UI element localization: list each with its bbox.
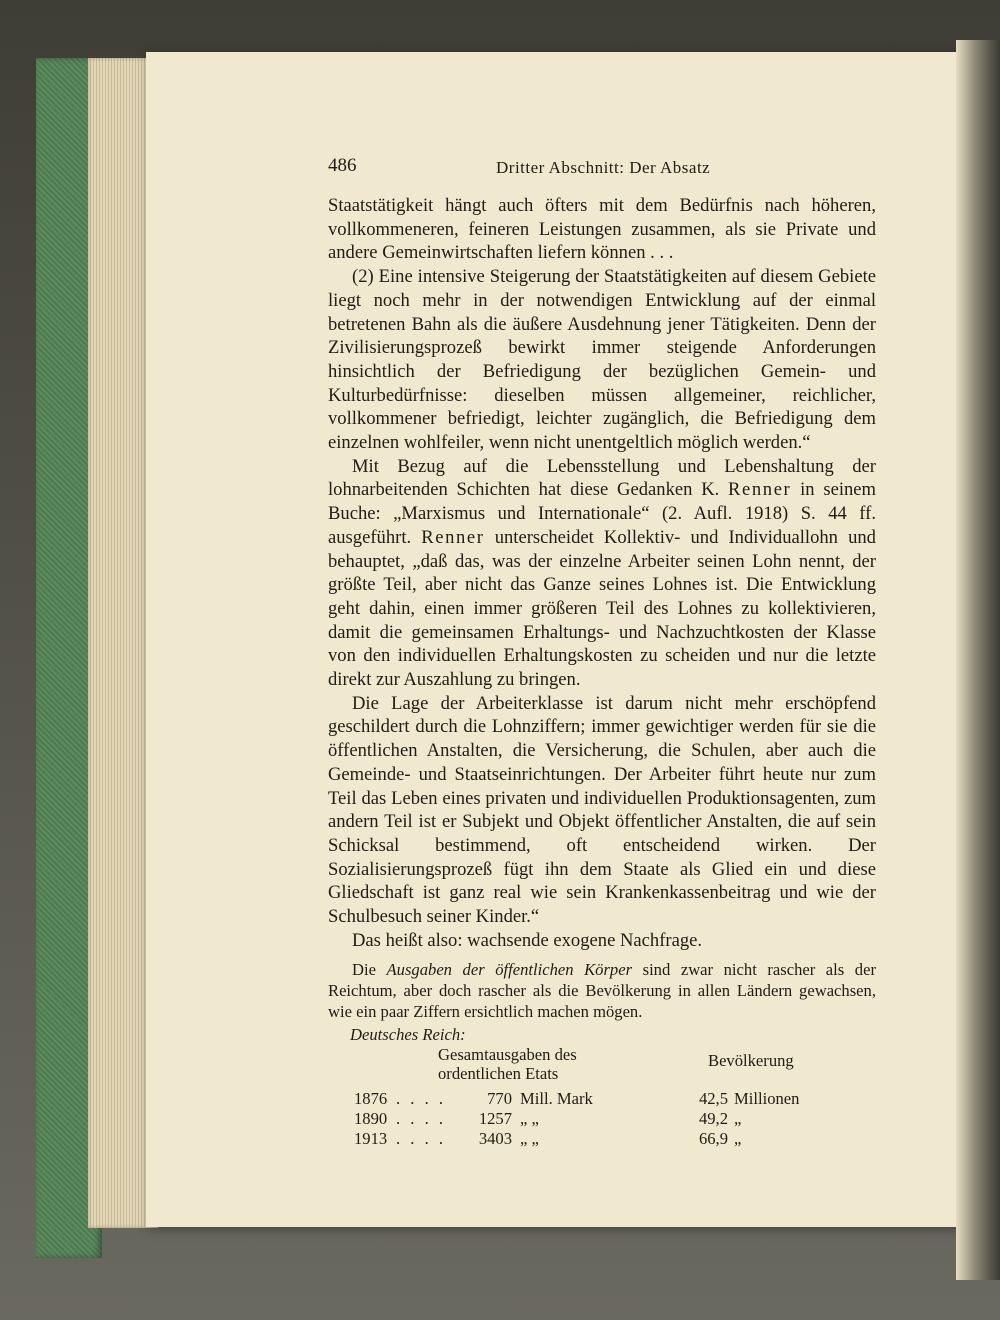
table-cell-population: 42,5: [698, 1088, 728, 1108]
expenditure-table: [328, 1045, 876, 1149]
table-cell-year: 1913: [354, 1128, 388, 1148]
paragraph-1: Staatstätigkeit hängt auch öfters mit dem Bedürfnis nach höheren, vollkommeneren, feineren Leistungen zusammen, als sie Private und andere Gemeinwirtschaften liefern können . . .: [328, 195, 876, 264]
table-cell-dots: . . . .: [396, 1128, 447, 1148]
paragraph-3-part-b: in seinem Buche: „Marxismus und Internationale“ (2. Aufl. 1918) S. 44 ff. ausgeführt.: [328, 479, 876, 548]
table-row: [354, 1109, 874, 1129]
table-cell-unit: Mill. Mark: [520, 1088, 593, 1108]
paragraph-4: Die Lage der Arbeiterklasse ist darum nicht mehr erschöpfend geschildert durch die Lohnziffern; immer gewichtiger werden für sie die öffentlichen Anstalten, die Versicherung, die Schulen, aber auch die Gemeinde- und Staatseinrichtungen. Der Arbeiter führt heute nur zum Teil das Leben eines privaten und individuellen Produktionsagenten, zum andern Teil ist er Subjekt und Objekt öffentlicher Anstalten, die auf sein Schicksal bestimmend, oft entscheidend wirken. Der Sozialisierungsprozeß fügt ihn dem Staate als Glied ein und diese Gliedschaft ist ganz real wie sein Krankenkassenbeitrag und wie der Schulbesuch seiner Kinder.“: [328, 692, 876, 928]
table-cell-population-unit: „: [734, 1128, 742, 1148]
paragraph-5: Das heißt also: wachsende exogene Nachfrage.: [352, 929, 703, 951]
table-cell-population-unit: Millionen: [734, 1088, 800, 1108]
table-cell-unit: „ „: [520, 1108, 539, 1128]
paragraph-6-part-a: Die: [352, 959, 376, 979]
table-cell-amount: 1257: [478, 1108, 512, 1128]
page-number: 486: [328, 155, 357, 176]
paragraph-3: [328, 455, 876, 692]
emphasis-ausgaben: Ausgaben der öffentlichen Körper: [386, 959, 633, 979]
table-cell-year: 1890: [354, 1108, 388, 1128]
table-header-population: Bevölkerung: [708, 1050, 794, 1070]
table-cell-unit: „ „: [520, 1128, 539, 1148]
paragraph-6: [328, 959, 876, 1022]
table-header-expenditure: Gesamtausgaben des ordentlichen Etats: [438, 1044, 577, 1083]
table-cell-year: 1876: [354, 1088, 388, 1108]
table-row: [354, 1089, 874, 1109]
running-head: Dritter Abschnitt: Der Absatz: [496, 158, 711, 177]
table-cell-dots: . . . .: [396, 1108, 447, 1128]
paragraph-3-part-a: Mit Bezug auf die Lebensstellung und Lebenshaltung der lohnarbeitenden Schichten hat diese Gedanken K.: [328, 455, 876, 501]
table-cell-population: 66,9: [698, 1128, 728, 1148]
table-cell-amount: 770: [487, 1088, 512, 1108]
table-cell-dots: . . . .: [396, 1088, 447, 1108]
paragraph-6-part-b: sind zwar nicht rascher als der Reichtum, aber doch rascher als die Bevölkerung in allen Ländern gewachsen, wie ein paar Ziffern ersichtlich machen mögen.: [328, 959, 876, 1021]
table-cell-amount: 3403: [478, 1128, 512, 1148]
paragraph-3-part-c: unterscheidet Kollektiv- und Individuallohn und behauptet, „daß das, was der einzelne Arbeiter seinen Lohn nennt, der größte Teil, aber nicht das Ganze seines Lohnes ist. Die Entwicklung geht dahin, einen immer größeren Teil des Lohnes zu kollektivieren, damit die gemeinsamen Erhaltungs- und Nachzuchtkosten der Klasse von den individuellen Erhaltungskosten zu scheiden und nur die letzte direkt zur Auszahlung zu bringen.: [328, 526, 876, 691]
table-title: Deutsches Reich:: [350, 1024, 466, 1044]
table-row: [354, 1129, 874, 1149]
paragraph-2: (2) Eine intensive Steigerung der Staatstätigkeiten auf diesem Gebiete liegt noch mehr in der notwendigen Entwicklung auf der einmal betretenen Bahn als die äußere Ausdehnung jener Tätigkeiten. Denn der Zivilisierungsprozeß bewirkt immer steigende Anforderungen hinsichtlich der Befriedigung der bezüglichen Gemein- und Kulturbedürfnisse: dieselben müssen allgemeiner, reichlicher, vollkommener befriedigt, leichter zugänglich, die Befriedigung dem einzelnen wohlfeiler, wenn nicht unentgeltlich möglich werden.“: [328, 266, 876, 454]
page-header: [328, 150, 876, 194]
author-name-renner-2: Renner: [421, 526, 485, 548]
page-text: [328, 150, 876, 1149]
author-name-renner: Renner: [728, 479, 792, 501]
table-cell-population: 49,2: [698, 1108, 728, 1128]
table-cell-population-unit: „: [734, 1108, 742, 1128]
book-gutter: [956, 40, 1000, 1280]
